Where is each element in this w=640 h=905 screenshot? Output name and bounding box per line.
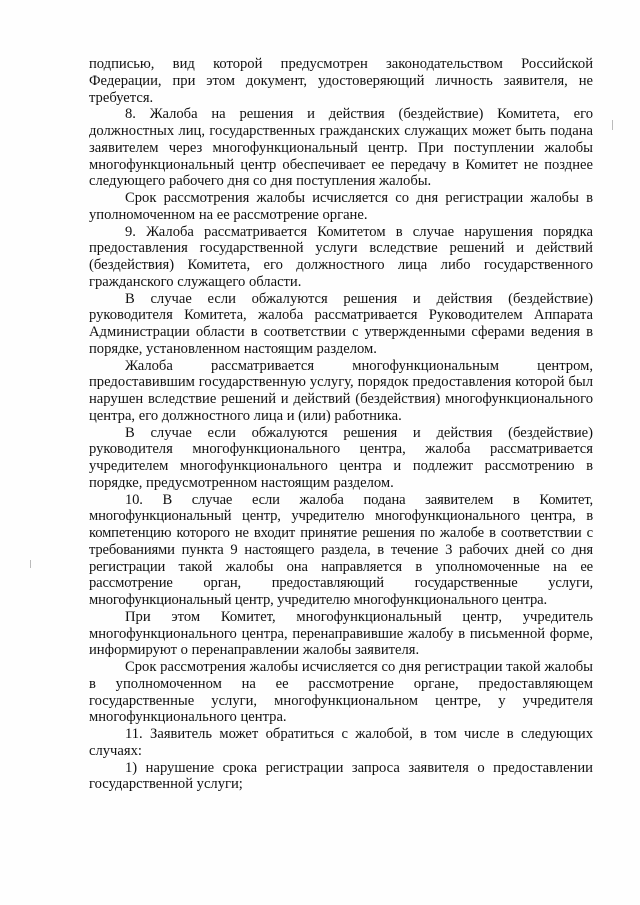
document-body	[89, 56, 593, 793]
paragraph-item-9-mfc-head: В случае если обжалуются решения и действия (бездействие) руководителя многофункционального центра, жалоба рассматривается учредителем многофункционального центра и подлежит рассмотрению в порядке, предусмотренном настоящим разделом.	[89, 424, 593, 491]
paragraph-item-10-term: Срок рассмотрения жалобы исчисляется со дня регистрации такой жалобы в уполномоченном на ее рассмотрение органе, предоставляющем государственные услуги, многофункциональном центре, у учредителя многофункционального центра.	[89, 659, 593, 726]
paragraph-item-8-term: Срок рассмотрения жалобы исчисляется со дня регистрации жалобы в уполномоченном на ее рассмотрение органе.	[89, 190, 593, 223]
margin-scan-mark	[30, 560, 31, 568]
paragraph-item-11: 11. Заявитель может обратиться с жалобой, в том числе в следующих случаях:	[89, 726, 593, 759]
paragraph-item-10: 10. В случае если жалоба подана заявителем в Комитет, многофункциональный центр, учредителю многофункционального центра, в компетенцию которого не входит принятие решения по жалобе в соответствии с требованиями пункта 9 настоящего раздела, в течение 3 рабочих дней со дня регистрации такой жалобы она направляется в уполномоченные на ее рассмотрение орган, предоставляющий государственные услуги, многофункциональный центр, учредителю многофункционального центра.	[89, 491, 593, 608]
paragraph-item-11-case-1: 1) нарушение срока регистрации запроса заявителя о предоставлении государственной услуги;	[89, 759, 593, 793]
margin-scan-mark	[612, 120, 613, 130]
paragraph-item-8: 8. Жалоба на решения и действия (бездействие) Комитета, его должностных лиц, государственных гражданских служащих может быть подана заявителем через многофункциональный центр. При поступлении жалобы многофункциональный центр обеспечивает ее передачу в Комитет не позднее следующего рабочего дня со дня поступления жалобы.	[89, 106, 593, 190]
paragraph-continuation: подписью, вид которой предусмотрен законодательством Российской Федерации, при этом документ, удостоверяющий личность заявителя, не требуется.	[89, 56, 593, 106]
paragraph-item-9-mfc: Жалоба рассматривается многофункциональным центром, предоставившим государственную услугу, порядок предоставления которой был нарушен вследствие решений и действий (бездействия) многофункционального центра, его должностного лица и (или) работника.	[89, 357, 593, 424]
paragraph-item-10-redirect: При этом Комитет, многофункциональный центр, учредитель многофункционального центра, перенаправившие жалобу в письменной форме, информируют о перенаправлении жалобы заявителя.	[89, 608, 593, 659]
paragraph-item-9: 9. Жалоба рассматривается Комитетом в случае нарушения порядка предоставления государственной услуги вследствие решений и действий (бездействия) Комитета, его должностного лица либо государственного гражданского служащего области.	[89, 223, 593, 290]
paragraph-item-9-head: В случае если обжалуются решения и действия (бездействие) руководителя Комитета, жалоба рассматривается Руководителем Аппарата Администрации области в соответствии с утвержденными сферами ведения в порядке, установленном настоящим разделом.	[89, 290, 593, 357]
